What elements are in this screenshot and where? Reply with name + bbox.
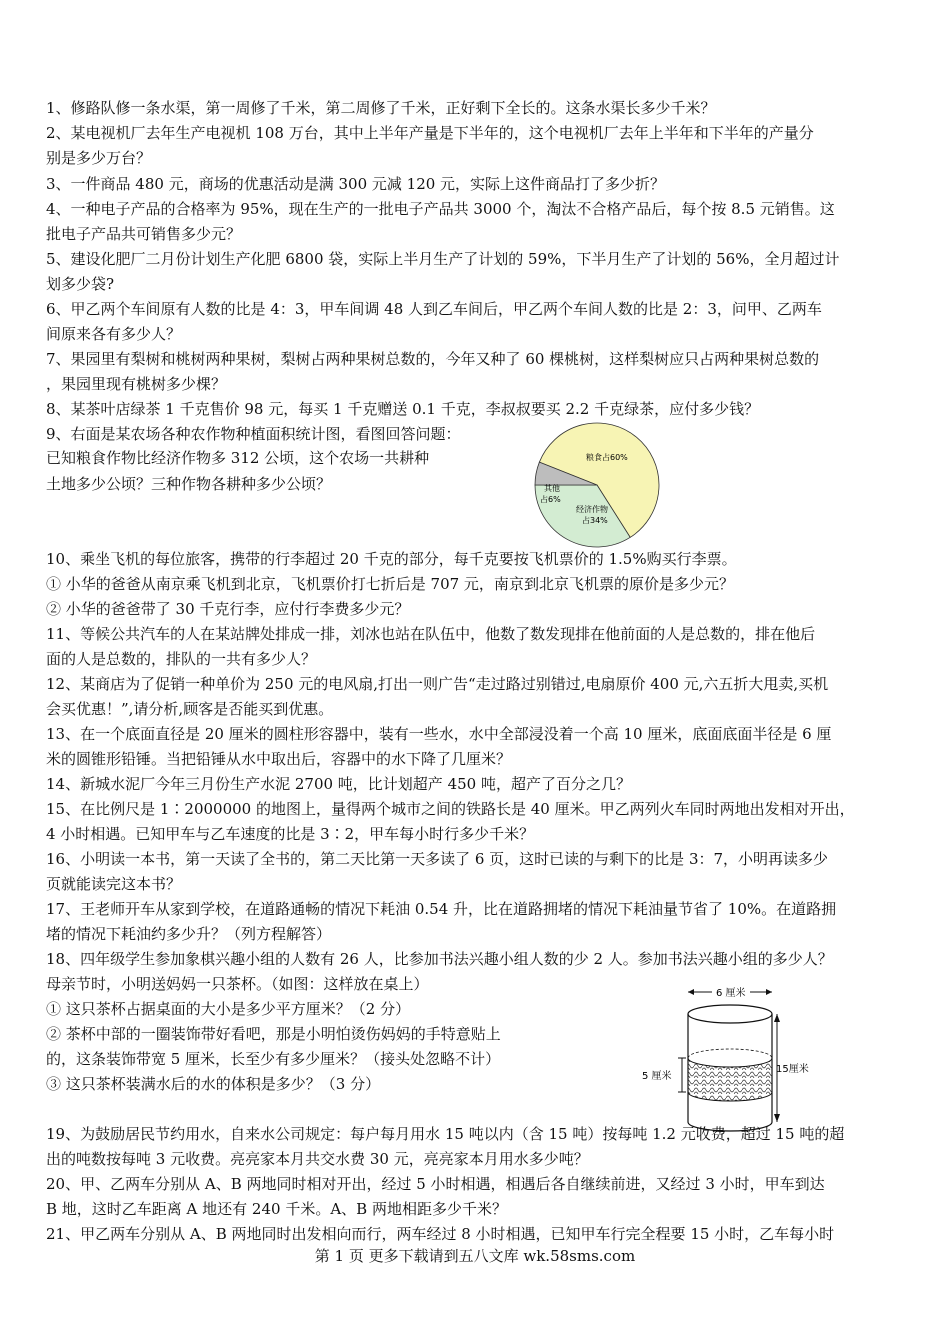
pie-label-grain: 粮食占60% [586,453,628,462]
pie-label-econ-line1: 经济作物 [576,505,608,514]
text-line: 13、在一个底面直径是 20 厘米的圆柱形容器中，装有一些水，水中全部浸没着一个高 10 厘米，底面底面半径是 6 厘 [46,725,832,743]
height-top-arrow [774,1014,780,1022]
text-line: 12、某商店为了促销一种单价为 250 元的电风扇,打出一则广告“走过路过别错过,电扇原价 400 元,六五折大甩卖,买机 [46,675,829,693]
text-line: ② 小华的爸爸带了 30 千克行李，应付行李费多少元？ [46,600,410,618]
cup-height-label: 15厘米 [776,1064,809,1075]
text-line: 21、甲乙两车分别从 A、B 两地同时出发相向而行，两车经过 8 小时相遇，已知甲车行完全程要 15 小时，乙车每小时 [46,1225,835,1243]
text-line: 3、一件商品 480 元，商场的优惠活动是满 300 元减 120 元，实际上这件商品打了多少折？ [46,175,666,193]
text-line: 面的人是总数的，排队的一共有多少人？ [46,650,317,668]
page-footer: 第 1 页 更多下载请到五八文库 wk.58sms.com [314,1247,636,1265]
cup-band-back-edge [688,1049,772,1058]
cup-diagram [630,982,809,1132]
text-line: 堵的情况下耗油约多少升？（列方程解答） [46,925,332,943]
text-line: B 地，这时乙车距离 A 地还有 240 千米。A、B 两地相距多少千米？ [46,1200,507,1218]
text-line: 划多少袋? [46,275,115,293]
text-line: ，果园里现有桃树多少棵？ [46,375,227,393]
pie-label-other-line1: 其他 [544,484,560,493]
text-line: 别是多少万台？ [46,149,152,167]
text-line: 20、甲、乙两车分别从 A、B 两地同时相对开出，经过 5 小时相遇，相遇后各自继续前进，又经过 3 小时，甲车到达 [46,1175,825,1193]
text-line: 16、小明读一本书，第一天读了全书的，第二天比第一天多读了 6 页，这时已读的与剩下的比是 3：7，小明再读多少 [46,850,829,868]
text-line: 间原来各有多少人？ [46,325,182,343]
text-line: 18、四年级学生参加象棋兴趣小组的人数有 26 人，比参加书法兴趣小组人数的少 2 人。参加书法兴趣小组的多少人？ [46,950,833,968]
text-line: 土地多少公顷？三种作物各耕种多少公顷？ [46,475,332,493]
cup-width-left-arrow [688,989,694,995]
cup-decoration-band [688,1058,772,1101]
text-line: 7、果园里有梨树和桃树两种果树，梨树占两种果树总数的，今年又种了 60 棵桃树，这样梨树应只占两种果树总数的 [46,350,820,368]
text-line: 8、某茶叶店绿茶 1 千克售价 98 元，每买 1 千克赠送 0.1 千克，李叔叔要买 2.2 千克绿茶，应付多少钱？ [46,400,760,418]
cup-width-right-arrow [766,989,772,995]
text-line: ① 小华的爸爸从南京乘飞机到北京，飞机票价打七折后是 707 元，南京到北京飞机票的原价是多少元？ [46,575,734,593]
text-line: 页就能读完这本书？ [46,875,182,893]
text-line: 4、一种电子产品的合格率为 95%，现在生产的一批电子产品共 3000 个，淘汰不合格产品后，每个按 8.5 元销售。这 [46,200,835,218]
text-line: 19、为鼓励居民节约用水，自来水公司规定：每户每月用水 15 吨以内（含 15 吨）按每吨 1.2 元收费，超过 15 吨的超 [46,1125,845,1143]
cup-width-label: 6 厘米 [716,988,746,999]
text-line: 10、乘坐飞机的每位旅客，携带的行李超过 20 千克的部分，每千克要按飞机票价的 1.5%购买行李票。 [46,550,737,568]
text-line: 5、建设化肥厂二月份计划生产化肥 6800 袋，实际上半月生产了计划的 59%，下半月生产了计划的 56%，全月超过计 [46,250,840,268]
height-bottom-arrow [774,1114,780,1122]
text-line: 4 小时相遇。已知甲车与乙车速度的比是 3∶2，甲车每小时行多少千米？ [46,825,535,843]
text-line: 出的吨数按每吨 3 元收费。亮亮家本月共交水费 30 元，亮亮家本月用水多少吨？ [46,1150,589,1168]
band-height-label: 5 厘米 [642,1071,672,1082]
text-line: 14、新城水泥厂今年三月份生产水泥 2700 吨，比计划超产 450 吨，超产了百分之几？ [46,775,631,793]
text-line: 米的圆锥形铅锤。当把铅锤从水中取出后，容器中的水下降了几厘米？ [46,750,512,768]
text-line: 1、修路队修一条水渠，第一周修了千米，第二周修了千米，正好剩下全长的。这条水渠长多少千米？ [46,99,716,117]
text-line: 15、在比例尺是 1∶2000000 的地图上，量得两个城市之间的铁路长是 40 厘米。甲乙两列火车同时两地出发相对开出， [46,800,855,818]
text-line: ③ 这只茶杯装满水后的水的体积是多少？（3 分） [46,1075,381,1093]
text-line: 会买优惠！”,请分析,顾客是否能买到优惠。 [46,700,334,718]
text-line: 已知粮食作物比经济作物多 312 公顷，这个农场一共耕种 [46,449,430,467]
text-line: 母亲节时，小明送妈妈一只茶杯。（如图：这样放在桌上） [46,975,429,993]
text-line: ① 这只茶杯占据桌面的大小是多少平方厘米？（2 分） [46,1000,411,1018]
text-line: 批电子产品共可销售多少元？ [46,225,242,243]
pie-chart [532,420,662,550]
text-line: 的，这条装饰带宽 5 厘米，长至少有多少厘米？（接头处忽略不计） [46,1050,501,1068]
text-line: 9、右面是某农场各种农作物种植面积统计图，看图回答问题： [46,425,461,443]
pie-label-other-line2: 占6% [540,495,561,504]
text-line: 6、甲乙两个车间原有人数的比是 4：3，甲车间调 48 人到乙车间后，甲乙两个车间人数的比是 2：3，问甲、乙两车 [46,300,822,318]
text-line: 11、等候公共汽车的人在某站牌处排成一排，刘冰也站在队伍中，他数了数发现排在他前面的人是总数的，排在他后 [46,625,816,643]
text-line: 2、某电视机厂去年生产电视机 108 万台，其中上半年产量是下半年的，这个电视机厂去年上半年和下半年的产量分 [46,124,814,142]
cup-rim [688,1005,772,1023]
text-line: ② 茶杯中部的一圈装饰带好看吧，那是小明怕烫伤妈妈的手特意贴上 [46,1025,501,1043]
text-line: 17、王老师开车从家到学校，在道路通畅的情况下耗油 0.54 升，比在道路拥堵的情况下耗油量节省了 10%。在道路拥 [46,900,837,918]
pie-label-econ-line2: 占34% [582,516,608,525]
